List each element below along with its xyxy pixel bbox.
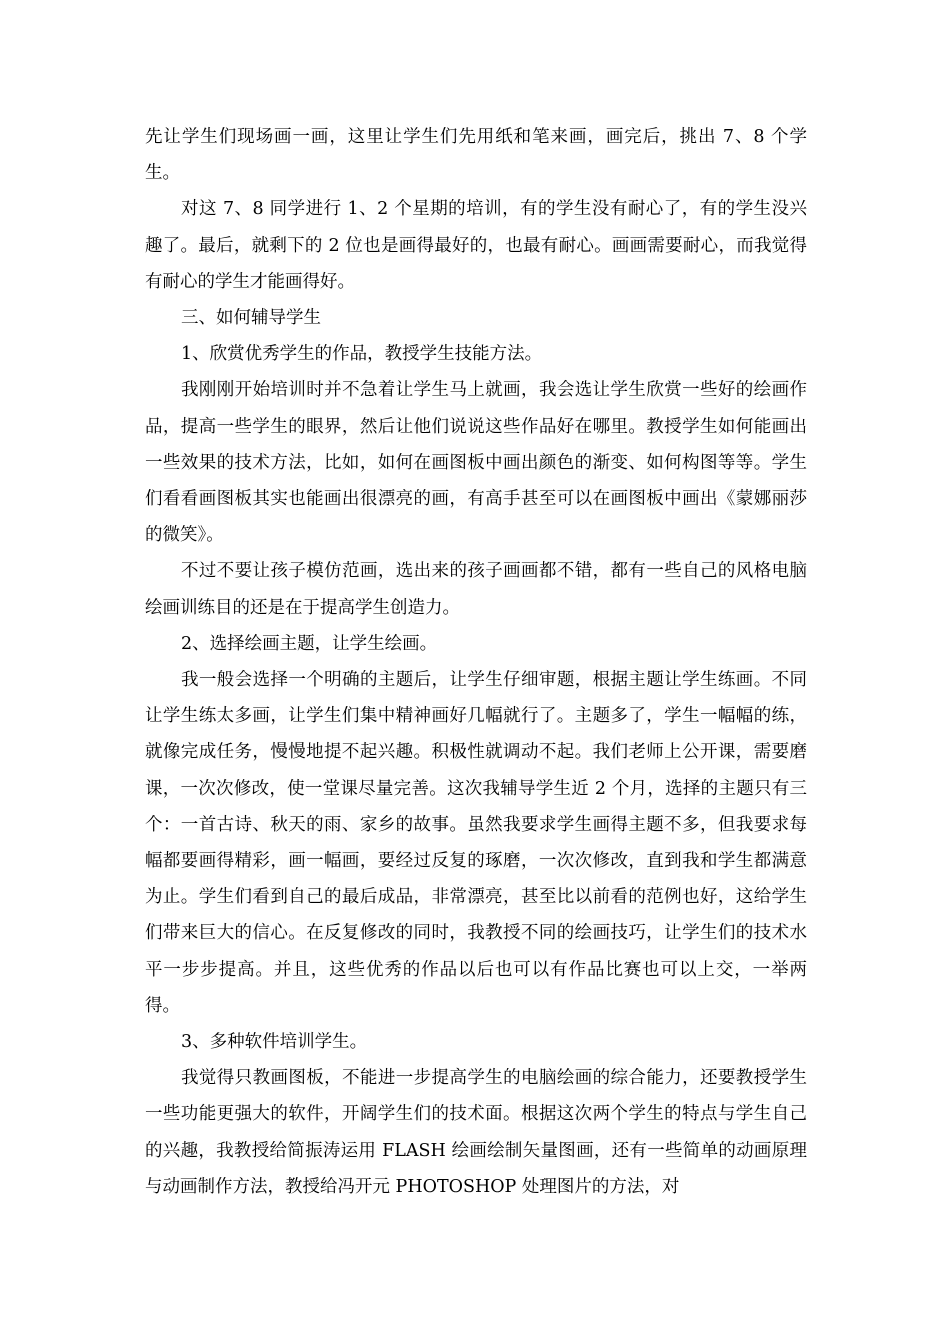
- paragraph-10: 我觉得只教画图板，不能进一步提高学生的电脑绘画的综合能力，还要教授学生一些功能更强大的软件，开阔学生们的技术面。根据这次两个学生的特点与学生自己的兴趣，我教授给简振涛运用 FLASH 绘画绘制矢量图画，还有一些简单的动画原理与动画制作方法，教授给冯开元 PHOTOSHOP 处理图片的方法，对: [145, 1068, 807, 1197]
- paragraph-8: 我一般会选择一个明确的主题后，让学生仔细审题，根据主题让学生练画。不同让学生练太多画，让学生们集中精神画好几幅就行了。主题多了，学生一幅幅的练，就像完成任务，慢慢地提不起兴趣。积极性就调动不起。我们老师上公开课，需要磨课，一次次修改，使一堂课尽量完善。这次我辅导学生近 2 个月，选择的主题只有三个：一首古诗、秋天的雨、家乡的故事。虽然我要求学生画得主题不多，但我要求每幅都要画得精彩，画一幅画，要经过反复的琢磨，一次次修改，直到我和学生都满意为止。学生们看到自己的最后成品，非常漂亮，甚至比以前看的范例也好，这给学生们带来巨大的信心。在反复修改的同时，我教授不同的绘画技巧，让学生们的技术水平一步步提高。并且，这些优秀的作品以后也可以有作品比赛也可以上交，一举两得。: [145, 670, 807, 1016]
- subheading-2: 2、选择绘画主题，让学生绘画。: [181, 633, 438, 654]
- subheading-1: 1、欣赏优秀学生的作品，教授学生技能方法。: [181, 344, 543, 365]
- paragraph-5: 我刚刚开始培训时并不急着让学生马上就画，我会选让学生欣赏一些好的绘画作品，提高一些学生的眼界，然后让他们说说这些作品好在哪里。教授学生如何能画出一些效果的技术方法，比如，如何在画图板中画出颜色的渐变、如何构图等等。学生们看看画图板其实也能画出很漂亮的画，有高手甚至可以在画图板中画出《蒙娜丽莎的微笑》。: [145, 380, 807, 546]
- document-body: [145, 119, 807, 1205]
- paragraph-6: 不过不要让孩子模仿范画，选出来的孩子画画都不错，都有一些自己的风格电脑绘画训练目的还是在于提高学生创造力。: [145, 561, 807, 618]
- section-heading-3: 三、如何辅导学生: [181, 308, 321, 329]
- paragraph-1: 先让学生们现场画一画，这里让学生们先用纸和笔来画，画完后，挑出 7、8 个学生。: [145, 127, 807, 184]
- subheading-3: 3、多种软件培训学生。: [181, 1032, 368, 1053]
- paragraph-2: 对这 7、8 同学进行 1、2 个星期的培训，有的学生没有耐心了，有的学生没兴趣了。最后，就剩下的 2 位也是画得最好的，也最有耐心。画画需要耐心，而我觉得有耐心的学生才能画得好。: [145, 199, 807, 292]
